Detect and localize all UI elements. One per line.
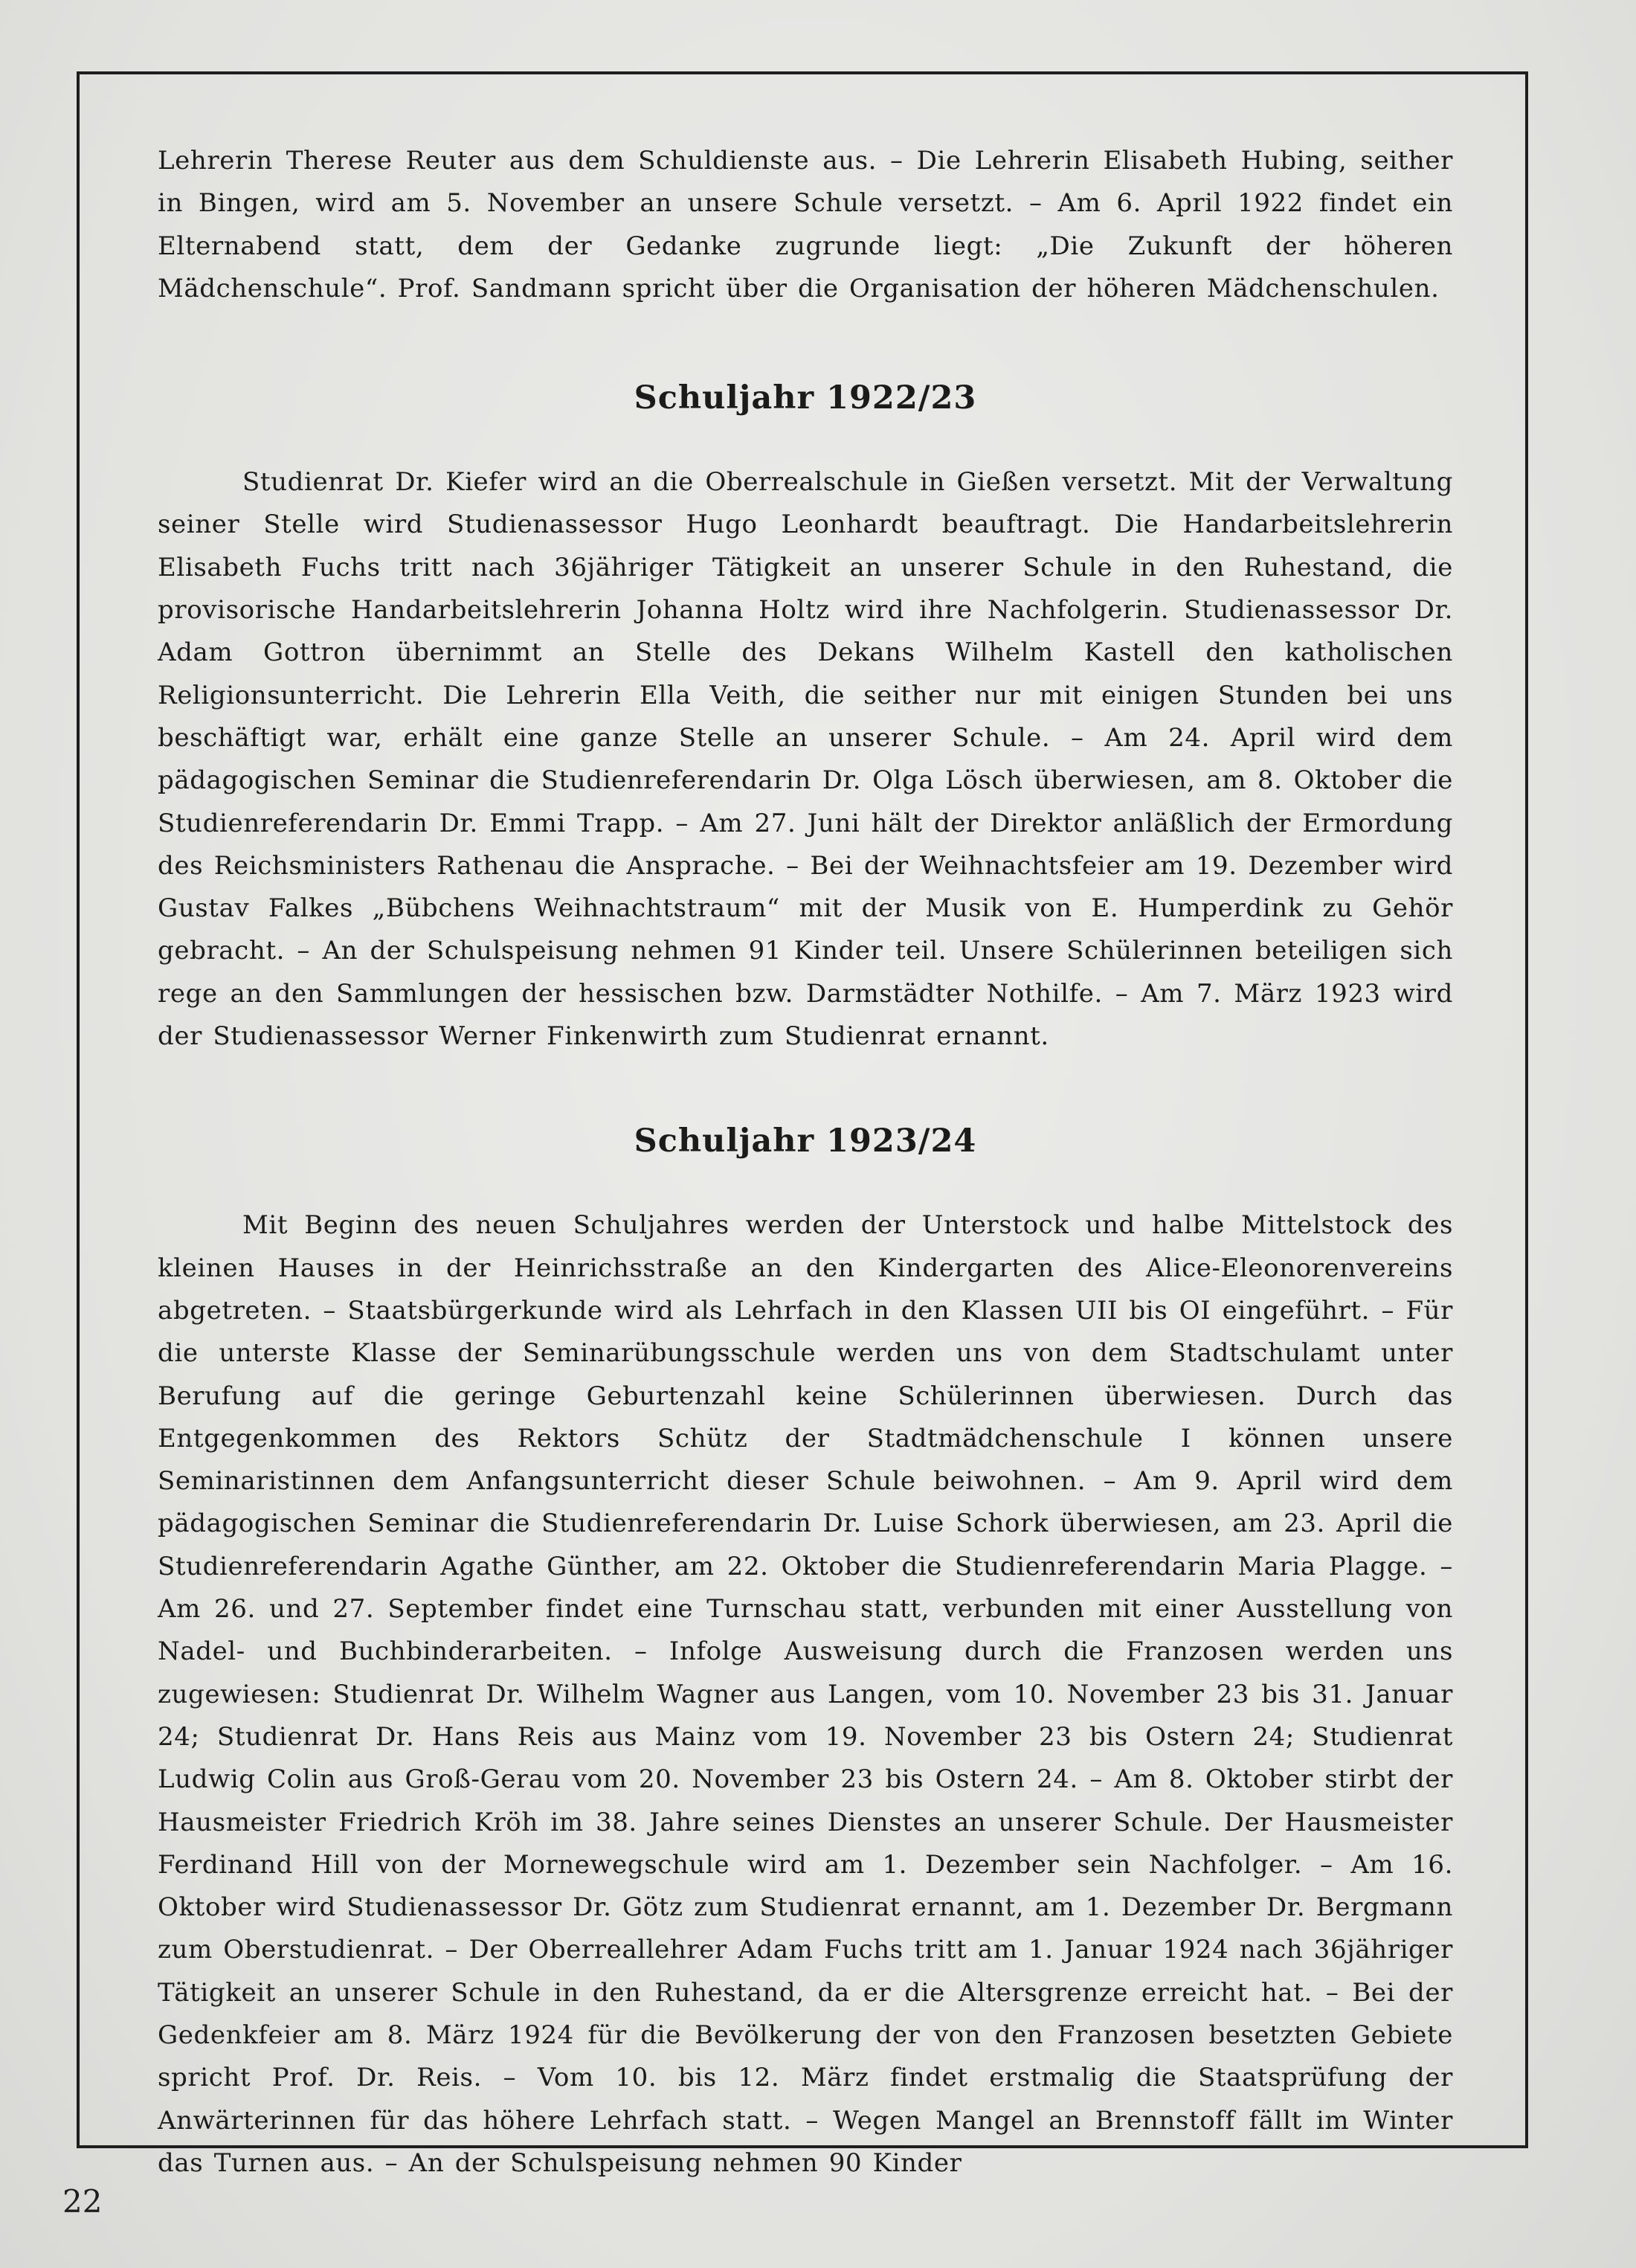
section-paragraph-1922-23: Studienrat Dr. Kiefer wird an die Oberrealschule in Gießen versetzt. Mit der Verwaltung seiner Stelle wird Studienassessor Hugo Leonhardt beauftragt. Die Handarbeitslehrerin Elisabeth Fuchs tritt nach 36jähriger Tätigkeit an unserer Schule in den Ruhestand, die provisorische Handarbeitslehrerin Johanna Holtz wird ihre Nachfolgerin. Studienassessor Dr. Adam Gottron übernimmt an Stelle des Dekans Wilhelm Kastell den katholischen Religionsunterricht. Die Lehrerin Ella Veith, die seither nur mit einigen Stunden bei uns beschäftigt war, erhält eine ganze Stelle an unserer Schule. – Am 24. April wird dem pädagogischen Seminar die Studienreferendarin Dr. Olga Lösch überwiesen, am 8. Oktober die Studienreferendarin Dr. Emmi Trapp. – Am 27. Juni hält der Direktor anläßlich der Ermordung des Reichsministers Rathenau die Ansprache. – Bei der Weihnachtsfeier am 19. Dezember wird Gustav Falkes „Bübchens Weihnachtstraum“ mit der Musik von E. Humperdink zu Gehör gebracht. – An der Schulspeisung nehmen 91 Kinder teil. Unsere Schülerinnen beteiligen sich rege an den Sammlungen der hessischen bzw. Darmstädter Nothilfe. – Am 7. März 1923 wird der Studienassessor Werner Finkenwirth zum Studienrat ernannt. bbox=[158, 467, 1453, 1052]
page-body bbox=[158, 140, 1453, 2185]
section-paragraph-1923-24: Mit Beginn des neuen Schuljahres werden der Unterstock und halbe Mittelstock des kleinen Hauses in der Heinrichsstraße an den Kindergarten des Alice-Eleonorenvereins abgetreten. – Staatsbürgerkunde wird als Lehrfach in den Klassen UII bis OI eingeführt. – Für die unterste Klasse der Seminarübungsschule werden uns von dem Stadtschulamt unter Berufung auf die geringe Geburtenzahl keine Schülerinnen überwiesen. Durch das Entgegenkommen des Rektors Schütz der Stadtmädchenschule I können unsere Seminaristinnen dem Anfangsunterricht dieser Schule beiwohnen. – Am 9. April wird dem pädagogischen Seminar die Studienreferendarin Dr. Luise Schork überwiesen, am 23. April die Studienreferendarin Agathe Günther, am 22. Oktober die Studienreferendarin Maria Plagge. – Am 26. und 27. September findet eine Turnschau statt, verbunden mit einer Ausstellung von Nadel- und Buchbinderarbeiten. – Infolge Ausweisung durch die Franzosen werden uns zugewiesen: Studienrat Dr. Wilhelm Wagner aus Langen, vom 10. November 23 bis 31. Januar 24; Studienrat Dr. Hans Reis aus Mainz vom 19. November 23 bis Ostern 24; Studienrat Ludwig Colin aus Groß-Gerau vom 20. November 23 bis Ostern 24. – Am 8. Oktober stirbt der Hausmeister Friedrich Kröh im 38. Jahre seines Dienstes an unserer Schule. Der Hausmeister Ferdinand Hill von der Mornewegschule wird am 1. Dezember sein Nachfolger. – Am 16. Oktober wird Studienassessor Dr. Götz zum Studienrat ernannt, am 1. Dezember Dr. Bergmann zum Oberstudienrat. – Der Oberreallehrer Adam Fuchs tritt am 1. Januar 1924 nach 36jähriger Tätigkeit an unserer Schule in den Ruhestand, da er die Altersgrenze erreicht hat. – Bei der Gedenkfeier am 8. März 1924 für die Bevölkerung der von den Franzosen besetzten Gebiete spricht Prof. Dr. Reis. – Vom 10. bis 12. März findet erstmalig die Staatsprüfung der Anwärterinnen für das höhere Lehrfach statt. – Wegen Mangel an Brennstoff fällt im Winter das Turnen aus. – An der Schulspeisung nehmen 90 Kinder bbox=[158, 1210, 1453, 2178]
intro-paragraph: Lehrerin Therese Reuter aus dem Schuldienste aus. – Die Lehrerin Elisabeth Hubing, seither in Bingen, wird am 5. November an unsere Schule versetzt. – Am 6. April 1922 findet ein Elternabend statt, dem der Gedanke zugrunde liegt: „Die Zukunft der höheren Mädchenschule“. Prof. Sandmann spricht über die Organisation der höheren Mädchenschulen. bbox=[158, 146, 1453, 303]
section-heading-1922-23: Schuljahr 1922/23 bbox=[634, 379, 977, 417]
page-number: 22 bbox=[62, 2183, 103, 2220]
section-heading-1923-24: Schuljahr 1923/24 bbox=[634, 1122, 977, 1160]
